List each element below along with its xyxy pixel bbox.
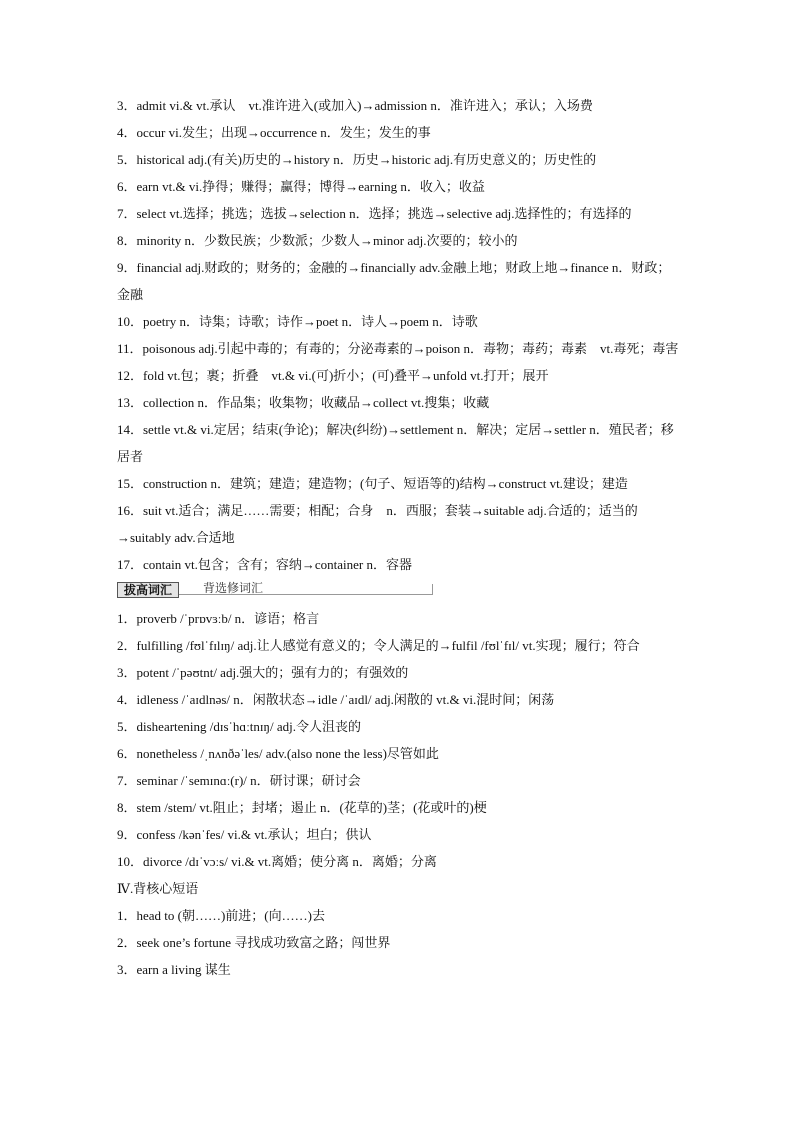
phrase-entry: 1．head to (朝……)前进；(向……)去 [117,908,325,923]
vocab-entry: 8．stem /stem/ vt.阻止；封堵；遏止 n．(花草的)茎；(花或叶的)梗 [117,800,487,815]
vocab-entry: 13．collection n．作品集；收集物；收藏品→collect vt.搜集；收藏 [117,395,490,410]
vocab-entry: 14．settle vt.& vi.定居；结束(争论)；解决(纠纷)→settlement n．解决；定居→settler n．殖民者；移居者 [117,422,674,464]
section-tag: 拔高词汇 [117,582,179,598]
phrase-entry: 2．seek one’s fortune 寻找成功致富之路；闯世界 [117,935,391,950]
vocab-entry: 8．minority n．少数民族；少数派；少数人→minor adj.次要的；较小的 [117,233,518,248]
vocab-entry: 12．fold vt.包；裹；折叠 vt.& vi.(可)折小；(可)叠平→unfold vt.打开；展开 [117,368,549,383]
document-body [117,92,681,983]
vocab-entry: 7．select vt.选择；挑选；选拔→selection n．选择；挑选→selective adj.选择性的；有选择的 [117,206,632,221]
section-divider-end [432,584,433,595]
vocab-entry: 6．nonetheless /ˌnʌnðəˈles/ adv.(also none the less)尽管如此 [117,746,439,761]
phrases-list [117,902,681,983]
vocab-entry: 9．financial adj.财政的；财务的；金融的→financially adv.金融上地；财政上地→finance n．财政；金融 [117,260,671,302]
vocab-entry: 1．proverb /ˈprɒvɜːb/ n．谚语；格言 [117,611,320,626]
vocab-entry: 5．disheartening /dɪsˈhɑːtnɪŋ/ adj.令人沮丧的 [117,719,361,734]
vocab-entry: 16．suit vt.适合；满足……需要；相配；合身 n．西服；套装→suitable adj.合适的；适当的→suitably adv.合适地 [117,503,638,545]
vocab-entry: 3．admit vi.& vt.承认 vt.准许进入(或加入)→admission n．准许进入；承认；入场费 [117,98,593,113]
vocab-entry: 2．fulfilling /fʊlˈfɪlɪŋ/ adj.让人感觉有意义的；令人满足的→fulfil /fʊlˈfɪl/ vt.实现；履行；符合 [117,638,640,653]
vocab-entry: 9．confess /kənˈfes/ vi.& vt.承认；坦白；供认 [117,827,372,842]
advanced-vocab-list [117,605,681,875]
vocab-entry: 17．contain vt.包含；含有；容纳→container n．容器 [117,557,412,572]
vocab-entry: 5．historical adj.(有关)历史的→history n．历史→historic adj.有历史意义的；历史性的 [117,152,597,167]
section-header-advanced [117,579,681,603]
phrase-entry: 3．earn a living 谋生 [117,962,231,977]
core-vocab-list [117,92,681,578]
vocab-entry: 15．construction n．建筑；建造；建造物；(句子、短语等的)结构→construct vt.建设；建造 [117,476,628,491]
vocab-entry: 4．idleness /ˈaɪdlnəs/ n．闲散状态→idle /ˈaɪdl/ adj.闲散的 vt.& vi.混时间；闲荡 [117,692,555,707]
vocab-entry: 6．earn vt.& vi.挣得；赚得；赢得；博得→earning n．收入；收益 [117,179,485,194]
section-subtitle: 背选修词汇 [203,581,264,595]
phrases-heading: Ⅳ.背核心短语 [117,881,199,896]
vocab-entry: 10．divorce /dɪˈvɔːs/ vi.& vt.离婚；使分离 n．离婚；分离 [117,854,437,869]
vocab-entry: 11．poisonous adj.引起中毒的；有毒的；分泌毒素的→poison n．毒物；毒药；毒素 vt.毒死；毒害 [117,341,679,356]
vocab-entry: 3．potent /ˈpəʊtnt/ adj.强大的；强有力的；有强效的 [117,665,409,680]
vocab-entry: 10．poetry n．诗集；诗歌；诗作→poet n．诗人→poem n．诗歌 [117,314,478,329]
vocab-entry: 4．occur vi.发生；出现→occurrence n．发生；发生的事 [117,125,431,140]
vocab-entry: 7．seminar /ˈsemɪnɑː(r)/ n．研讨课；研讨会 [117,773,361,788]
